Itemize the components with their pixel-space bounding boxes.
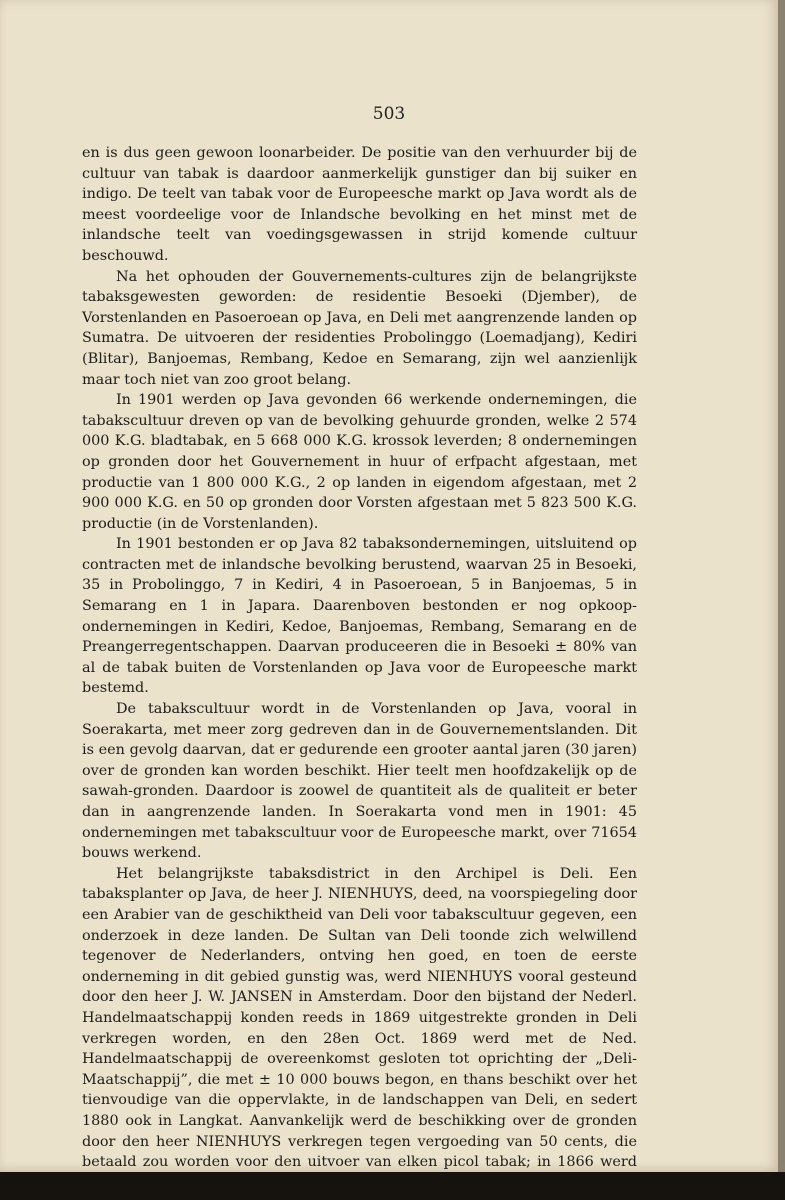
- page-number: 503: [372, 104, 406, 124]
- body-text: [82, 143, 637, 1193]
- paragraph: Het belangrijkste tabaksdistrict in den Archipel is Deli. Een tabaksplanter op Java, de heer J. NIENHUYS, deed, na voorspiegeling door een Arabier van de geschiktheid van Deli voor tabakscultuur gegeven, een onderzoek in deze landen. De Sultan van Deli toonde zich welwillend tegenover de Nederlanders, ontving hen goed, en toen de eerste onderneming in dit gebied gunstig was, werd NIENHUYS vooral gesteund door den heer J. W. JANSEN in Amsterdam. Door den bijstand der Nederl. Handelmaatschappij konden reeds in 1869 uitgestrekte gronden in Deli verkregen worden, en den 28en Oct. 1869 werd met de Ned. Handelmaatschappij de overeenkomst gesloten tot oprichting der „Deli-Maatschappij”, die met ± 10 000 bouws begon, en thans beschikt over het tienvoudige van die oppervlakte, in de landschappen van Deli, en sedert 1880 ook in Langkat. Aanvankelijk werd de beschikking over de gronden door den heer NIENHUYS verkregen tegen vergoeding van 50 cents, die betaald zou worden voor den uitvoer van elken picol tabak; in 1866 werd: [82, 865, 637, 1171]
- paragraph: In 1901 bestonden er op Java 82 tabaksondernemingen, uitsluitend op contracten met de inlandsche bevolking berustend, waarvan 25 in Besoeki, 35 in Probolinggo, 7 in Kediri, 4 in Pasoeroean, 5 in Banjoemas, 5 in Semarang en 1 in Japara. Daarenboven bestonden er nog opkoop-ondernemingen in Kediri, Kedoe, Banjoemas, Rembang, Semarang en de Preangerregentschappen. Daarvan produceeren die in Besoeki ± 80% van al de tabak buiten de Vorstenlanden op Java voor de Europeesche markt bestemd.: [82, 536, 637, 697]
- scan-border-bottom: [0, 1172, 785, 1200]
- paragraph: In 1901 werden op Java gevonden 66 werkende ondernemingen, die tabakscultuur dreven op van de bevolking gehuurde gronden, welke 2 574 000 K.G. bladtabak, en 5 668 000 K.G. krossok leverden; 8 ondernemingen op gronden door het Gouvernement in huur of erfpacht afgestaan, met productie van 1 800 000 K.G., 2 op landen in eigendom afgestaan, met 2 900 000 K.G. en 50 op gronden door Vorsten afgestaan met 5 823 500 K.G. productie (in de Vorstenlanden).: [82, 392, 637, 532]
- paragraph: Na het ophouden der Gouvernements-cultures zijn de belangrijkste tabaksgewesten geworden: de residentie Besoeki (Djember), de Vorstenlanden en Pasoeroean op Java, en Deli met aangrenzende landen op Sumatra. De uitvoeren der residenties Probolinggo (Loemadjang), Kediri (Blitar), Banjoemas, Rembang, Kedoe en Semarang, zijn wel aanzienlijk maar toch niet van zoo groot belang.: [82, 268, 637, 388]
- paragraph: en is dus geen gewoon loonarbeider. De positie van den verhuurder bij de cultuur van tabak is daardoor aanmerkelijk gunstiger dan bij suiker en indigo. De teelt van tabak voor de Europeesche markt op Java wordt als de meest voordeelige voor de Inlandsche bevolking en het minst met de inlandsche teelt van voedingsgewassen in strijd komende cultuur beschouwd.: [82, 145, 637, 264]
- page-edge-right: [778, 0, 785, 1200]
- paragraph: De tabakscultuur wordt in de Vorstenlanden op Java, vooral in Soerakarta, met meer zorg gedreven dan in de Gouvernementslanden. Dit is een gevolg daarvan, dat er gedurende een grooter aantal jaren (30 jaren) over de gronden kan worden beschikt. Hier teelt men hoofdzakelijk op de sawah-gronden. Daardoor is zoowel de quantiteit als de qualiteit er beter dan in aangrenzende landen. In Soerakarta vond men in 1901: 45 ondernemingen met tabakscultuur voor de Europeesche markt, over 71654 bouws werkend.: [82, 701, 637, 862]
